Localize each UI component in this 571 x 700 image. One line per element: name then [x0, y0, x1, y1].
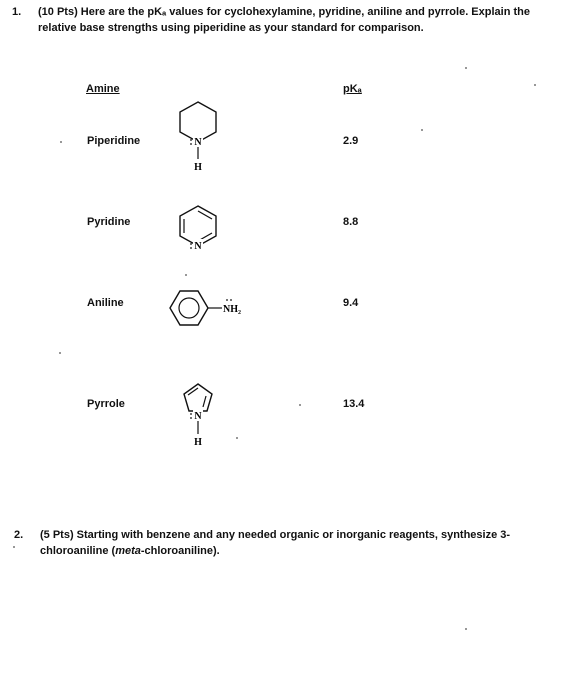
amine-name-pyridine: Pyridine [87, 216, 131, 228]
question-2-text-line2-end: -chloroaniline). [140, 545, 220, 557]
aniline-structure-icon [166, 287, 266, 329]
scan-speck [465, 628, 467, 630]
header-pk: pKₐ [343, 83, 362, 95]
scan-speck [299, 404, 301, 406]
question-1-number: 1. [12, 6, 22, 18]
question-1-text-line1: (10 Pts) Here are the pKₐ values for cyclohexylamine, pyridine, aniline and pyrrole. Explain the [38, 6, 530, 18]
amine-name-pyrrole: Pyrrole [87, 398, 125, 410]
header-amine: Amine [86, 83, 120, 95]
pyridine-n-label: N [194, 241, 202, 252]
aniline-nh2-label: NH₂ [223, 304, 241, 315]
scan-speck [465, 67, 467, 69]
pk-value-aniline: 9.4 [343, 297, 359, 309]
pyridine-structure-icon [172, 200, 232, 262]
question-2-text-line2-start: chloroaniline ( [40, 545, 116, 557]
question-2-text-line1: (5 Pts) Starting with benzene and any needed organic or inorganic reagents, synthesize 3- [40, 529, 511, 541]
pk-value-piperidine: 2.9 [343, 135, 359, 147]
piperidine-n-label: N [194, 137, 202, 148]
amine-name-piperidine: Piperidine [87, 135, 141, 147]
question-1 [12, 4, 557, 36]
pyrrole-h-label: H [194, 437, 202, 448]
question-2-number: 2. [14, 529, 24, 541]
scan-speck [60, 141, 62, 143]
scan-speck [421, 129, 423, 131]
scan-speck [236, 437, 238, 439]
pk-value-pyridine: 8.8 [343, 216, 359, 228]
question-2-text-line2 [14, 543, 559, 559]
question-1-text-line2: relative base strengths using piperidine as your standard for comparison. [38, 22, 424, 34]
amine-name-aniline: Aniline [87, 297, 124, 309]
pyrrole-structure-icon [172, 378, 232, 454]
scan-speck [59, 352, 61, 354]
scan-speck [13, 546, 15, 548]
pk-value-pyrrole: 13.4 [343, 398, 365, 410]
pyrrole-n-label: N [194, 411, 202, 422]
question-2-text-line2-italic: meta [115, 545, 141, 557]
scan-speck [534, 84, 536, 86]
piperidine-structure-icon [172, 96, 232, 176]
piperidine-h-label: H [194, 162, 202, 173]
scan-speck [185, 274, 187, 276]
question-2 [14, 527, 559, 559]
